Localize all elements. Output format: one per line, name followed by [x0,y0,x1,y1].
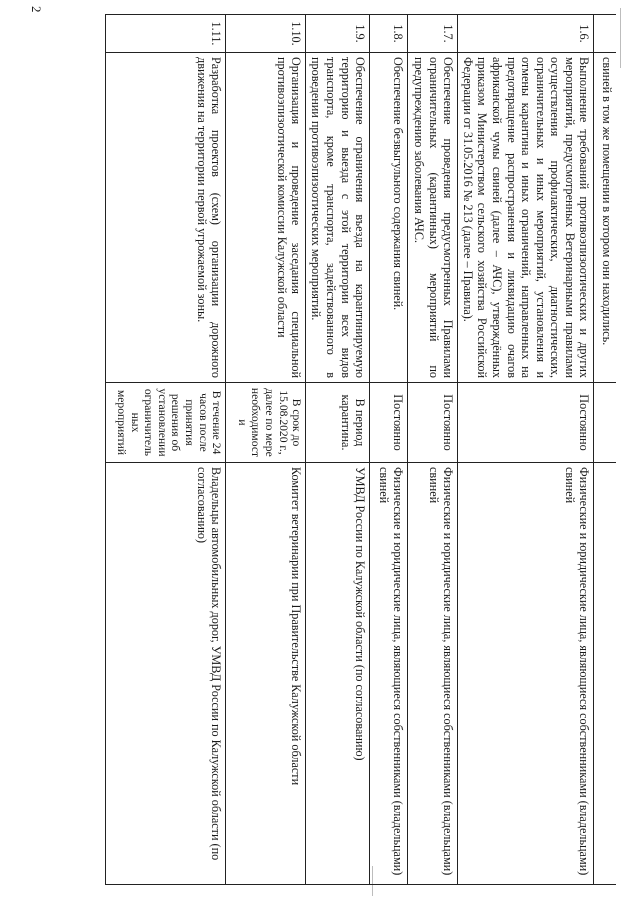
row-number [594,15,616,53]
scan-edge-mark [620,8,621,68]
row-description: Обеспечение безвыгульного содержания свиней. [370,53,408,383]
row-number: 1.8. [370,15,408,53]
table-row [458,15,594,885]
row-responsible: Владельцы автомобильных дорог, УМВД России по Калужской области (по согласованию) [106,463,226,885]
table-row [226,15,306,885]
row-responsible: Физические и юридические лица, являющиеся собственниками (владельцами) свиней [370,463,408,885]
table-row [408,15,458,885]
row-term: Постоянно [370,383,408,463]
row-description: свиней в том же помещении в котором они находились. [594,53,616,383]
table-row [370,15,408,885]
row-term: В течение 24 часов после принятия решения об установлении ограничитель ных мероприятий [106,383,226,463]
row-number: 1.7. [408,15,458,53]
measures-table [105,14,616,885]
row-description: Обеспечение ограничения въезда на карантинируемую территорию и выезда с этой территории всех видов транспорта, кроме транспорта, задействованного в проведении противоэпизоотических мероприятий. [306,53,370,383]
row-number: 1.6. [458,15,594,53]
table-row [594,15,616,885]
row-responsible: Физические и юридические лица, являющиеся собственниками (владельцами) свиней [408,463,458,885]
row-term: Постоянно [458,383,594,463]
page-number: 2 [29,6,44,13]
row-term: В период карантина. [306,383,370,463]
row-responsible: Физические и юридические лица, являющиеся собственниками (владельцами) свиней [458,463,594,885]
row-description: Организация и проведение заседания специальной противоэпизоотической комиссии Калужской области [226,53,306,383]
rotated-table-sheet [56,14,616,884]
row-description: Разработка проектов (схем) организации дорожного движения на территории первой угрожаемой зоны. [106,53,226,383]
row-responsible: Комитет ветеринарии при Правительстве Калужской области [226,463,306,885]
table-row [106,15,226,885]
row-description: Выполнение требований противоэпизоотических и других мероприятий, предусмотренных Ветеринарными правилами осуществления профилактических, диагностических, ограничительных и иных мероприятий, установления и отмены карантина и иных ограничений, направленных на предотвращение распространения и ликвидацию очагов африканской чумы свиней (далее – АЧС), утверждённых приказом Министерством сельского хозяйства Российской Федерации от 31.05.2016 № 213 (далее – Правила). [458,53,594,383]
row-responsible: УМВД России по Калужской области (по согласованию) [306,463,370,885]
row-description: Обеспечение проведения предусмотренных Правилами ограничительных (карантинных) мероприятий по предупреждению заболевания АЧС. [408,53,458,383]
row-term: Постоянно [408,383,458,463]
row-term: В срок до 15.08.2020 г., далее по мере необходимост и [226,383,306,463]
row-term [594,383,616,463]
row-number: 1.10. [226,15,306,53]
row-number: 1.11. [106,15,226,53]
row-number: 1.9. [306,15,370,53]
table-row [306,15,370,885]
row-responsible [594,463,616,885]
